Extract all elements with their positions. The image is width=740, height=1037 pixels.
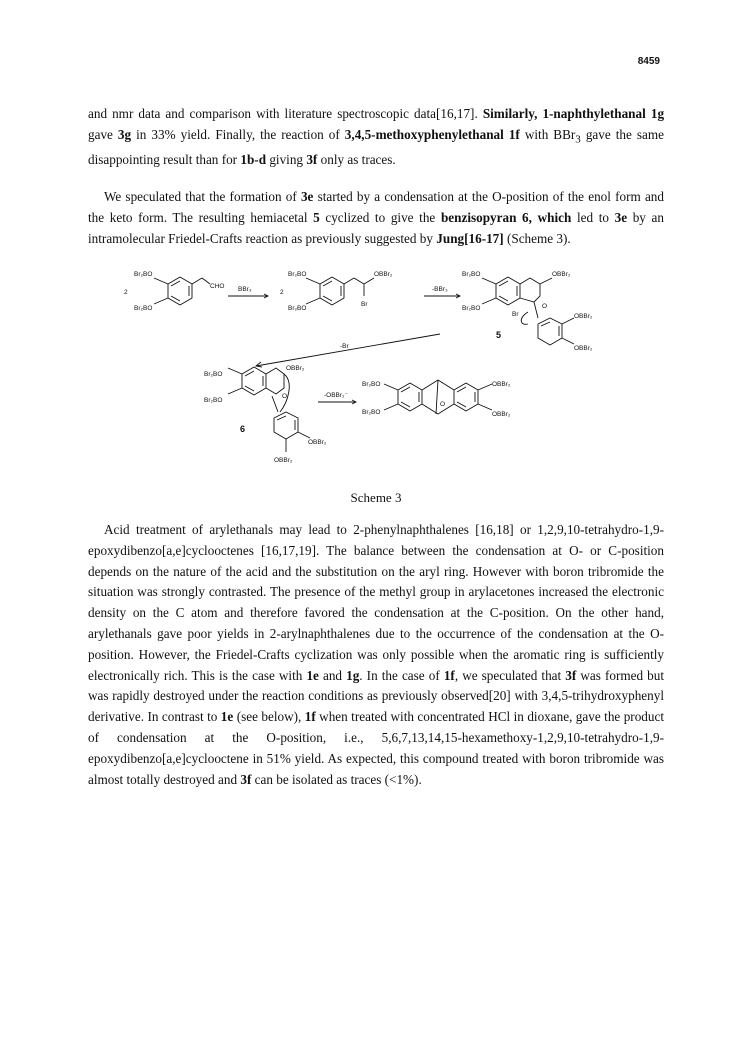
compound-number: 5 bbox=[496, 330, 502, 340]
label-br2bo: Br₂BO bbox=[462, 271, 481, 278]
label-bbr3: BBr₃ bbox=[238, 286, 252, 293]
label-obbr2: OBBr₂ bbox=[274, 457, 293, 464]
label-br: Br bbox=[512, 311, 519, 318]
paragraph-3: Acid treatment of arylethanals may lead to 2-phenylnaphthalenes [16,18] or 1,2,9,10-tetrahydro-1,9-epoxydibenzo[a,e]cyclooctenes [16,17,19]. The balance between the condensation at O- or C-position depends on the nature of the acid and the substitution on the aryl ring. However with boron tribromide the situation was strongly contrasted. The presence of the methyl group in arylacetones increased the electronic density on the C atom and therefore favored the condensation at the C-position. On the other hand, arylethanals gave poor yields in 2-arylnaphthalenes due to the occurrence of the condensation at the O-position. However, the Friedel-Crafts cyclization was only possible when the aromatic ring is sufficiently electronically rich. This is the case with 1e and 1g. In the case of 1f, we speculated that 3f was formed but was rapidly destroyed under the reaction conditions as previously observed[20] with 3,4,5-trihydroxyphenyl derivative. In contrast to 1e (see below), 1f when treated with concentrated HCl in dioxane, gave the product of condensation at the O-position, i.e., 5,6,7,13,14,15-hexamethoxy-1,2,9,10-tetrahydro-1,9-epoxydibenzo[a,e]cyclooctene in 51% yield. As expected, this compound treated with boron tribromide was almost totally destroyed and 3f can be isolated as traces (<1%). bbox=[88, 522, 664, 787]
label-br: Br bbox=[361, 301, 368, 308]
label-br2bo: Br₂BO bbox=[462, 305, 481, 312]
label-br2bo: Br₂BO bbox=[288, 271, 307, 278]
label-minus-br: -Br bbox=[340, 343, 349, 350]
scheme-caption: Scheme 3 bbox=[350, 490, 402, 505]
label-obbr2: OBBr₂ bbox=[574, 345, 593, 352]
label-br2bo: Br₂BO bbox=[204, 371, 223, 378]
compound-number: 6 bbox=[240, 424, 246, 434]
label-br2bo: Br₂BO bbox=[362, 381, 381, 388]
page-number: 8459 bbox=[637, 56, 660, 67]
label-obbr2: OBBr₂ bbox=[374, 271, 393, 278]
label-br2bo: Br₂BO bbox=[134, 271, 153, 278]
label-obbr2: OBBr₂ bbox=[308, 439, 327, 446]
paragraph-1: and nmr data and comparison with literature spectroscopic data[16,17]. Similarly, 1-naphthylethanal 1g gave 3g in 33% yield. Finally, the reaction of 3,4,5-methoxyphenylethanal 1f with BBr$_3$ gave the same disappointing result than for 1b-d giving 3f only as traces. bbox=[88, 106, 665, 168]
label-obbr2: OBBr₂ bbox=[552, 271, 571, 278]
label-minus-bbr3: -BBr₃ bbox=[432, 286, 448, 293]
label-o: O bbox=[542, 303, 548, 310]
label-obbr2: OBBr₂ bbox=[286, 365, 305, 372]
label-br2bo: Br₂BO bbox=[362, 409, 381, 416]
label-br2bo: Br₂BO bbox=[204, 397, 223, 404]
label-coefficient: 2 bbox=[280, 289, 284, 296]
label-o: O bbox=[282, 393, 288, 400]
label-o: O bbox=[440, 401, 446, 408]
reaction-scheme bbox=[88, 262, 664, 476]
label-cho: CHO bbox=[210, 283, 225, 290]
label-obbr2: OBBr₂ bbox=[492, 381, 511, 388]
label-coefficient: 2 bbox=[124, 289, 128, 296]
label-br2bo: Br₂BO bbox=[134, 305, 153, 312]
label-minus-obbr2: -OBBr₂⁻ bbox=[324, 392, 349, 399]
label-obbr2: OBBr₂ bbox=[574, 313, 593, 320]
label-obbr2: OBBr₂ bbox=[492, 411, 511, 418]
label-br2bo: Br₂BO bbox=[288, 305, 307, 312]
paragraph-2: We speculated that the formation of 3e started by a condensation at the O-position of the enol form and the keto form. The resulting hemiacetal 5 cyclized to give the benzisopyran 6, which led to 3e by an intramolecular Friedel-Crafts reaction as previously suggested by Jung[16-17] (Scheme 3). bbox=[88, 189, 664, 246]
